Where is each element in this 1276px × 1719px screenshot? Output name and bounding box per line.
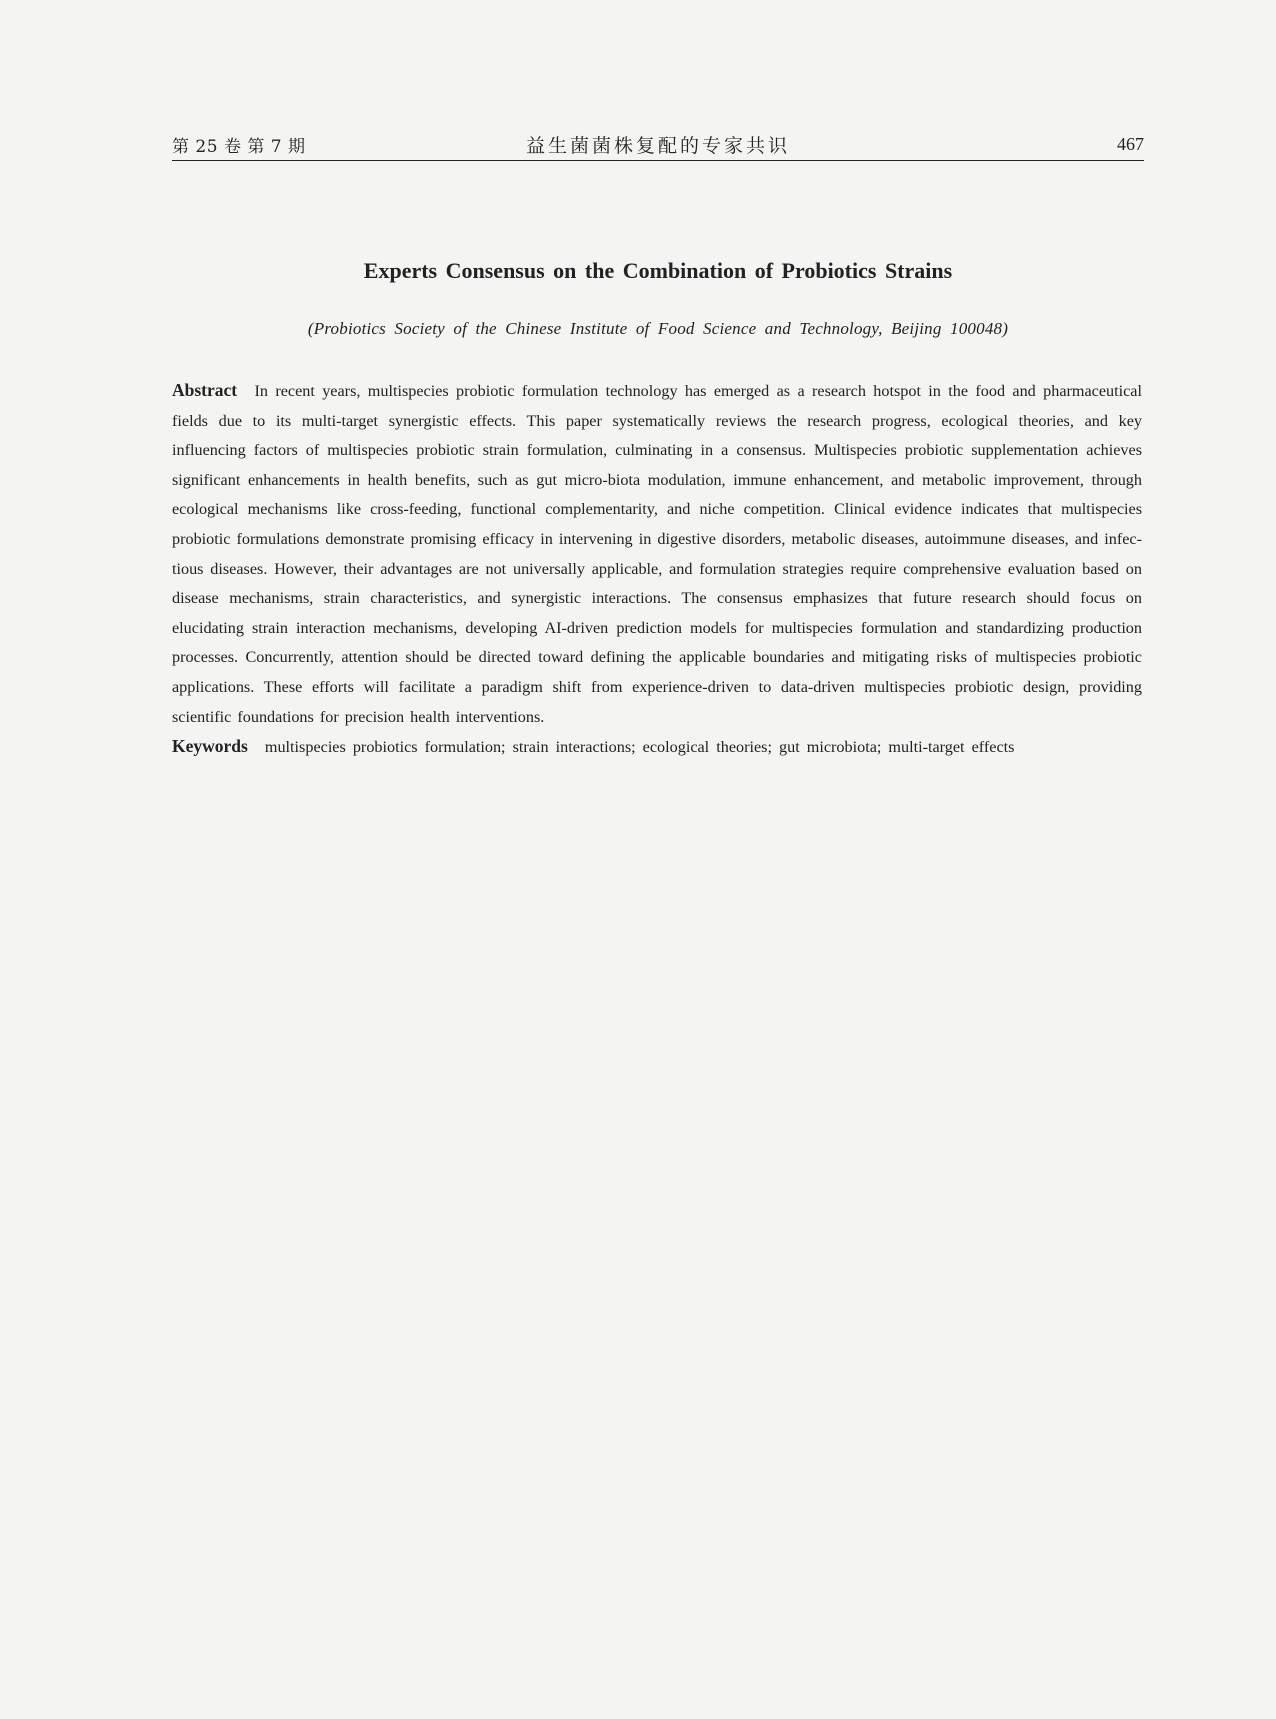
abstract-section: [172, 376, 1142, 763]
paper-title: Experts Consensus on the Combination of Probiotics Strains: [363, 258, 953, 283]
keywords-paragraph: [172, 732, 1142, 763]
affiliation: (Probiotics Society of the Chinese Institute of Food Science and Technology, Beijing 100048): [307, 319, 1009, 338]
journal-volume-issue: 第 25 卷 第 7 期: [172, 137, 306, 157]
page-number: 467: [1117, 134, 1144, 154]
running-header: [172, 130, 1144, 161]
keywords-text: multispecies probiotics formulation; strain interactions; ecological theories; gut microbiota; multi-target effects: [264, 738, 1015, 757]
abstract-paragraph: [172, 376, 1142, 732]
abstract-label: Abstract: [172, 380, 238, 400]
running-title: 益生菌菌株复配的专家共识: [525, 135, 790, 157]
abstract-text: In recent years, multispecies probiotic formulation technology has emerged as a research hotspot in the food and pharmaceutical fields due to its multi-target synergistic effects. This paper systematically reviews the research progress, ecological theories, and key influencing factors of multispecies probiotic strain formulation, culminating in a consensus. Multispecies probiotic supplementation achieves significant enhancements in health benefits, such as gut micro-biota modulation, immune enhancement, and metabolic improvement, through ecological mechanisms like cross-feeding, functional complementarity, and niche competition. Clinical evidence indicates that multispecies probiotic formulations demonstrate promising efficacy in intervening in digestive disorders, metabolic diseases, autoimmune diseases, and infec-tious diseases. However, their advantages are not universally applicable, and formulation strategies require comprehensive evaluation based on disease mechanisms, strain characteristics, and synergistic interactions. The consensus emphasizes that future research should focus on elucidating strain interaction mechanisms, developing AI-driven prediction models for multispecies formulation and standardizing production processes. Concurrently, attention should be directed toward defining the applicable boundaries and mitigating risks of multispecies probiotic applications. These efforts will facilitate a paradigm shift from experience-driven to data-driven multispecies probiotic design, providing scientific foundations for precision health interventions.: [172, 382, 1142, 726]
keywords-label: Keywords: [172, 736, 248, 757]
